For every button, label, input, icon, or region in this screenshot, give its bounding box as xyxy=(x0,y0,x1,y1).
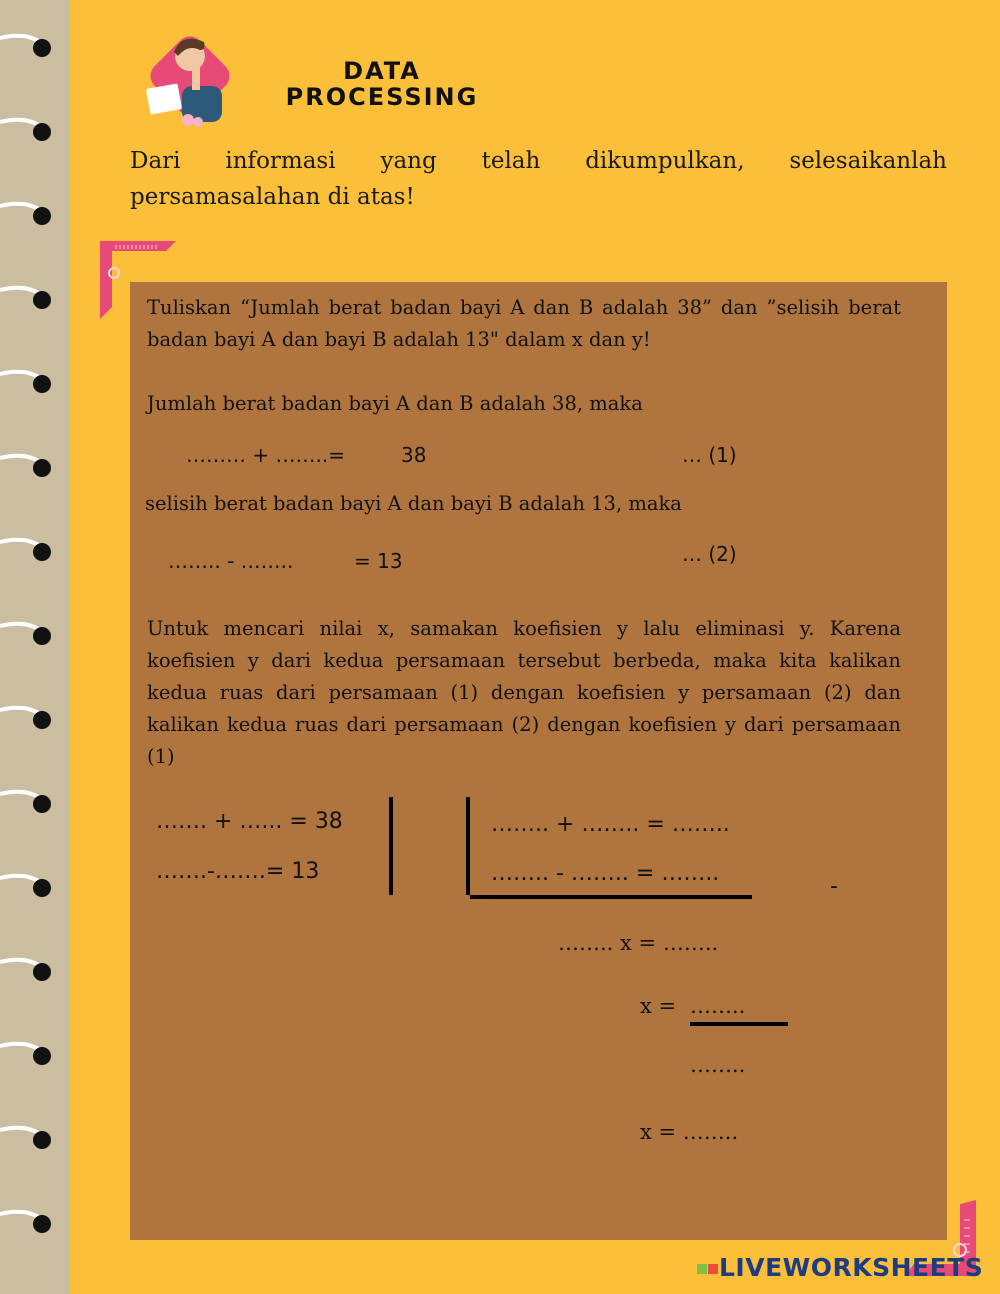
intro-text: Dari informasi yang telah dikumpulkan, selesaikanlah persamasalahan di atas! xyxy=(130,148,947,210)
eq2-result: = 13 xyxy=(354,549,403,573)
explanation-text: Untuk mencari nilai x, samakan koefisien y lalu eliminasi y. Karena koefisien y dari kedua persamaan tersebut berbeda, maka kita kalikan kedua ruas dari persamaan (1) dengan koefisien y persamaan (2) dan kalikan kedua ruas dari persamaan (2) dengan koefisien y dari persamaan (1) xyxy=(147,617,901,768)
solve-step2-label: x = xyxy=(640,994,677,1018)
multiplier-bar-right xyxy=(466,797,470,895)
eq1-label: … (1) xyxy=(682,443,737,467)
eq2-blank-input[interactable]: …….. - …….. xyxy=(168,549,294,573)
solve-step3-input[interactable]: x = …….. xyxy=(640,1120,739,1144)
diff-statement: selisih berat badan bayi A dan bayi B adalah 13, maka xyxy=(145,492,682,515)
ring-icon xyxy=(0,116,60,146)
ring-icon xyxy=(0,1124,60,1154)
ring-icon xyxy=(0,956,60,986)
ring-icon xyxy=(0,788,60,818)
page-title xyxy=(262,58,502,110)
solve-step1-input[interactable]: …….. x = …….. xyxy=(558,931,719,955)
logo-square-icon xyxy=(708,1264,718,1274)
instruction-text: Tuliskan “Jumlah berat badan bayi A dan B adalah 38” dan ”selisih berat badan bayi A dan bayi B adalah 13" dalam x dan y! xyxy=(147,296,901,351)
liveworksheets-logo xyxy=(697,1253,983,1282)
fraction-bar xyxy=(690,1022,788,1026)
ring-icon xyxy=(0,1208,60,1238)
elim-right-row2-input[interactable]: …….. - …….. = …….. xyxy=(491,861,720,886)
ring-icon xyxy=(0,368,60,398)
logo-square-icon xyxy=(697,1264,707,1274)
subtraction-sign: - xyxy=(830,874,838,899)
sum-statement: Jumlah berat badan bayi A dan B adalah 38, maka xyxy=(147,392,643,415)
ring-icon xyxy=(0,32,60,62)
ring-icon xyxy=(0,284,60,314)
solve-step2-denominator-input[interactable]: …….. xyxy=(690,1053,746,1077)
eq2-label: … (2) xyxy=(682,542,737,566)
ring-icon xyxy=(0,872,60,902)
watermark-text: LIVEWORKSHEETS xyxy=(719,1253,984,1282)
eq1-result: 38 xyxy=(401,443,427,467)
ring-icon xyxy=(0,620,60,650)
ring-icon xyxy=(0,200,60,230)
elim-right-row1-input[interactable]: …….. + …….. = …….. xyxy=(491,812,730,837)
subtraction-line xyxy=(470,895,752,899)
title-line-1: DATA xyxy=(343,57,421,85)
title-line-2: PROCESSING xyxy=(285,83,479,111)
student-thinking-icon xyxy=(138,24,242,134)
elim-left-row2-input[interactable]: …….-…….= 13 xyxy=(156,859,320,884)
ring-icon xyxy=(0,536,60,566)
ring-icon xyxy=(0,1040,60,1070)
ring-icon xyxy=(0,704,60,734)
ring-icon xyxy=(0,452,60,482)
multiplier-bar-left xyxy=(389,797,393,895)
eq1-blank-input[interactable]: ……… + ……..= xyxy=(186,443,345,467)
elim-left-row1-input[interactable]: ……. + …... = 38 xyxy=(156,809,343,834)
solve-step2-numerator-input[interactable]: …….. xyxy=(690,994,746,1018)
